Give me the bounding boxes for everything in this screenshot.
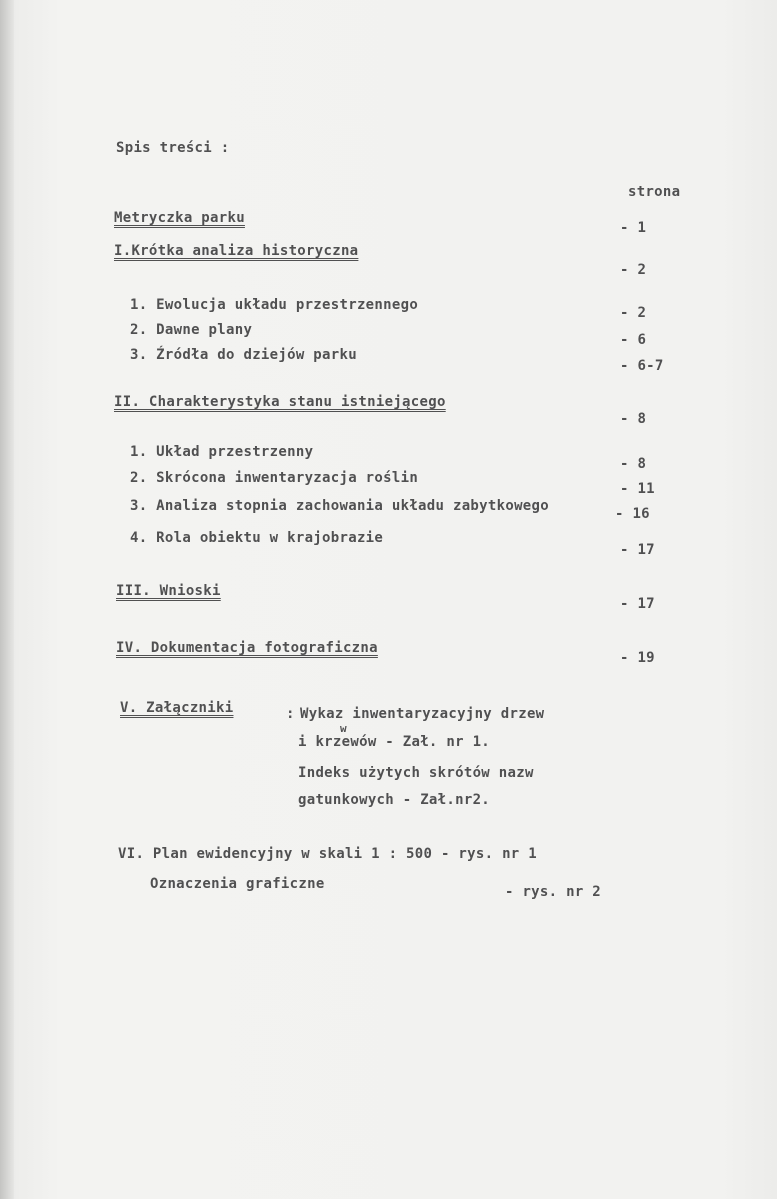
- toc-page-2-2: - 11: [620, 481, 655, 497]
- attachment-2-line-2: gatunkowych - Zał.nr2.: [298, 792, 491, 808]
- toc-page-2-3: - 16: [615, 506, 650, 522]
- toc-entry-1-1: 1. Ewolucja układu przestrzennego: [130, 297, 419, 313]
- toc-page-2-1: - 8: [620, 456, 647, 472]
- toc-page-1-3: - 6-7: [620, 358, 664, 374]
- toc-page-1-2: - 6: [620, 332, 647, 348]
- toc-page-1-1: - 2: [620, 305, 647, 321]
- toc-page-2-4: - 17: [620, 542, 655, 558]
- page-column-header: strona: [628, 184, 681, 200]
- attachments-label: V. Załączniki: [120, 700, 234, 716]
- attachment-2-line-1: Indeks użytych skrótów nazw: [298, 765, 534, 781]
- plan-legend-entry: Oznaczenia graficzne: [150, 876, 325, 892]
- toc-entry-metryczka: Metryczka parku: [114, 210, 245, 226]
- toc-page-section-1: - 2: [620, 262, 647, 278]
- toc-page-section-4: - 19: [620, 650, 655, 666]
- attachment-1-line-1: Wykaz inwentaryzacyjny drzew: [300, 706, 545, 722]
- plan-legend-ref: - rys. nr 2: [505, 884, 602, 900]
- toc-entry-1-2: 2. Dawne plany: [130, 322, 253, 338]
- toc-heading: Spis treści :: [116, 140, 230, 156]
- toc-page-section-3: - 17: [620, 596, 655, 612]
- attachment-1-superscript: w: [340, 722, 347, 735]
- toc-entry-2-1: 1. Układ przestrzenny: [130, 444, 314, 460]
- toc-entry-section-4: IV. Dokumentacja fotograficzna: [116, 640, 378, 656]
- attachments-colon: :: [286, 706, 295, 722]
- toc-page-metryczka: - 1: [620, 220, 647, 236]
- toc-entry-section-3: III. Wnioski: [116, 583, 221, 599]
- toc-entry-2-2: 2. Skrócona inwentaryzacja roślin: [130, 470, 419, 486]
- toc-page-section-2: - 8: [620, 411, 647, 427]
- toc-entry-section-1: I.Krótka analiza historyczna: [114, 243, 359, 259]
- toc-entry-2-3: 3. Analiza stopnia zachowania układu zabytkowego: [130, 498, 549, 514]
- toc-entry-2-4: 4. Rola obiektu w krajobrazie: [130, 530, 384, 546]
- plan-entry: VI. Plan ewidencyjny w skali 1 : 500 - rys. nr 1: [118, 846, 537, 862]
- toc-entry-1-3: 3. Źródła do dziejów parku: [130, 347, 357, 363]
- toc-entry-section-2: II. Charakterystyka stanu istniejącego: [114, 394, 446, 410]
- attachment-1-line-2: i krzewów - Zał. nr 1.: [298, 734, 491, 750]
- page-edge: [0, 0, 14, 1199]
